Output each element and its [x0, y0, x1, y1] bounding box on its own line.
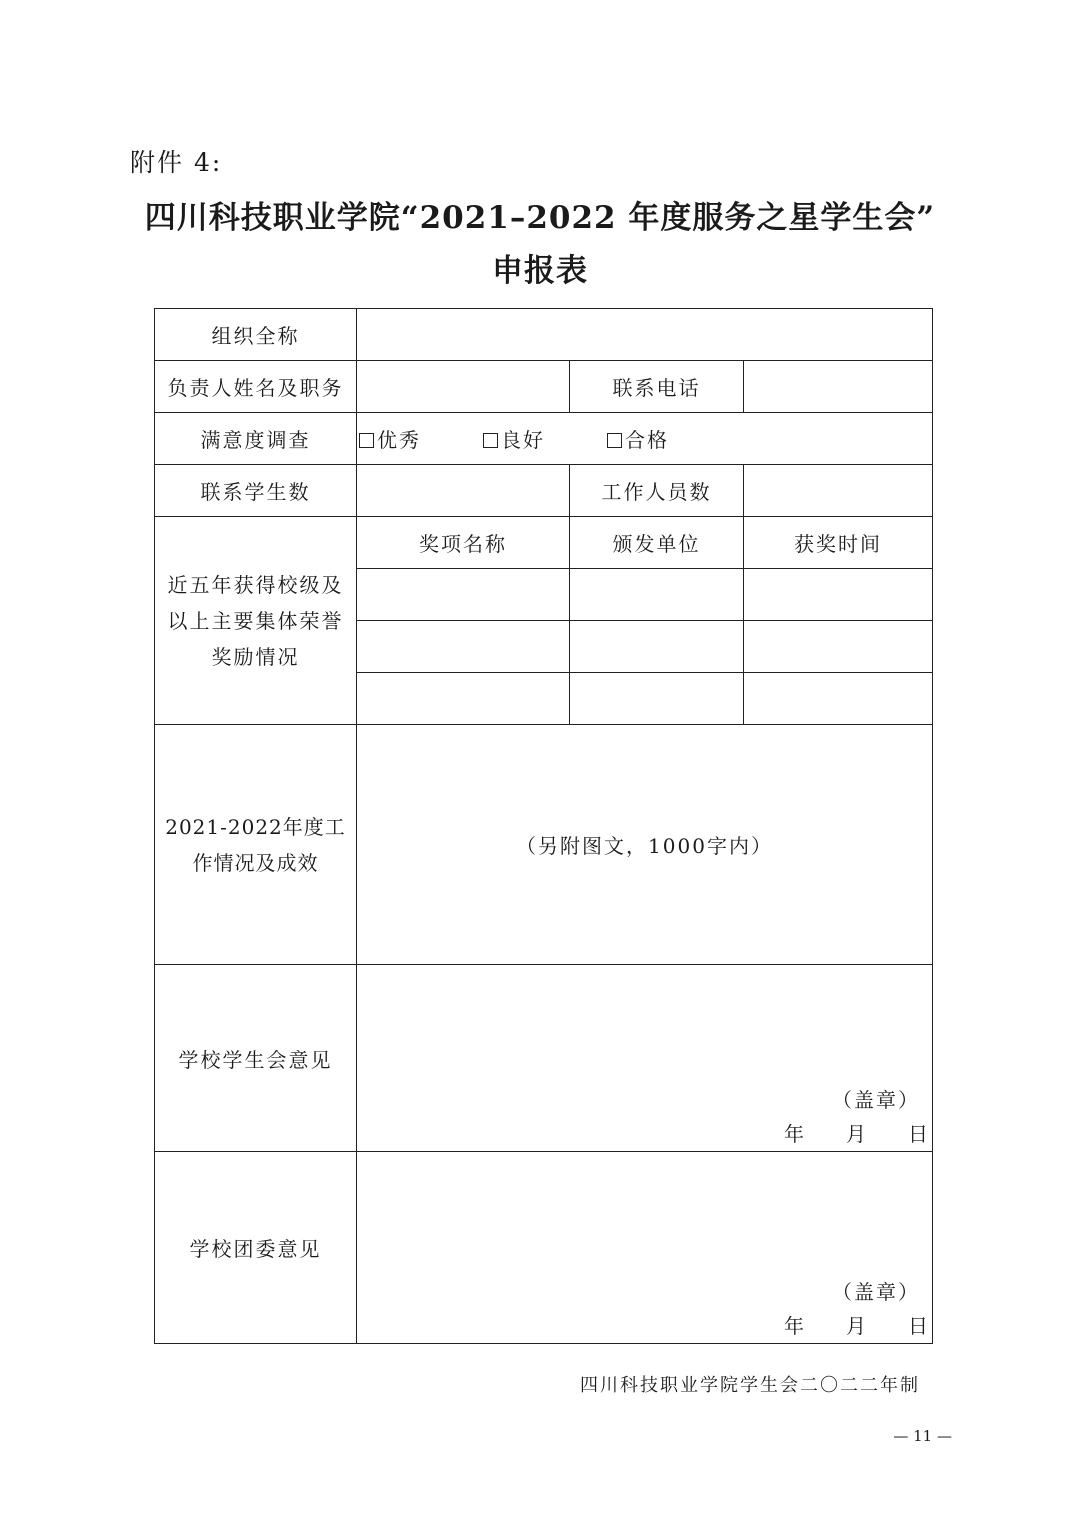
- checkbox-icon[interactable]: [483, 433, 498, 448]
- honors-cell[interactable]: [357, 569, 570, 621]
- survey-option-excellent[interactable]: 优秀: [359, 424, 421, 453]
- date-line: [742, 1118, 928, 1147]
- staff-field[interactable]: [744, 465, 933, 517]
- honors-column-award: 奖项名称: [357, 517, 570, 569]
- maker-note: 四川科技职业学院学生会二〇二二年制: [580, 1375, 920, 1396]
- work-hint[interactable]: （另附图文，1000字内）: [357, 725, 933, 965]
- survey-options: [357, 413, 933, 465]
- survey-option-good[interactable]: 良好: [483, 424, 545, 453]
- document-title: 四川科技职业学院“2021–2022 年度服务之星学生会”: [144, 200, 936, 236]
- document-subtitle: 申报表: [492, 253, 588, 289]
- page-number: — 11 —: [893, 1427, 952, 1445]
- honors-label: 近五年获得校级及以上主要集体荣誉奖励情况: [155, 517, 357, 725]
- students-field[interactable]: [357, 465, 570, 517]
- work-label: 2021-2022年度工作情况及成效: [155, 725, 357, 965]
- date-month: 月: [846, 1122, 867, 1146]
- attachment-label: 附件 4:: [130, 148, 223, 177]
- date-day: 日: [908, 1122, 929, 1146]
- phone-field[interactable]: [744, 361, 933, 413]
- date-day: 日: [908, 1314, 929, 1338]
- date-line: [742, 1310, 928, 1339]
- honors-cell[interactable]: [744, 621, 933, 673]
- date-year: 年: [784, 1122, 805, 1146]
- seal-text: （盖章）: [832, 1088, 921, 1112]
- honors-cell[interactable]: [570, 621, 744, 673]
- union-opinion-field[interactable]: [357, 965, 933, 1152]
- checkbox-icon[interactable]: [359, 433, 374, 448]
- students-label: 联系学生数: [155, 465, 357, 517]
- honors-cell[interactable]: [357, 673, 570, 725]
- survey-label: 满意度调查: [155, 413, 357, 465]
- honors-column-issuer: 颁发单位: [570, 517, 744, 569]
- org-name-field[interactable]: [357, 309, 933, 361]
- survey-option-pass[interactable]: 合格: [607, 424, 669, 453]
- union-opinion-label: 学校学生会意见: [155, 965, 357, 1152]
- honors-cell[interactable]: [744, 569, 933, 621]
- phone-label: 联系电话: [570, 361, 744, 413]
- staff-label: 工作人员数: [570, 465, 744, 517]
- youth-league-opinion-field[interactable]: [357, 1152, 933, 1344]
- date-year: 年: [784, 1314, 805, 1338]
- org-name-label: 组织全称: [155, 309, 357, 361]
- checkbox-icon[interactable]: [607, 433, 622, 448]
- honors-cell[interactable]: [570, 569, 744, 621]
- youth-league-opinion-label: 学校团委意见: [155, 1152, 357, 1344]
- honors-column-date: 获奖时间: [744, 517, 933, 569]
- honors-cell[interactable]: [570, 673, 744, 725]
- honors-cell[interactable]: [357, 621, 570, 673]
- seal-text: （盖章）: [832, 1280, 921, 1304]
- application-form-table: [154, 308, 933, 1344]
- leader-label: 负责人姓名及职务: [155, 361, 357, 413]
- honors-cell[interactable]: [744, 673, 933, 725]
- date-month: 月: [846, 1314, 867, 1338]
- leader-field[interactable]: [357, 361, 570, 413]
